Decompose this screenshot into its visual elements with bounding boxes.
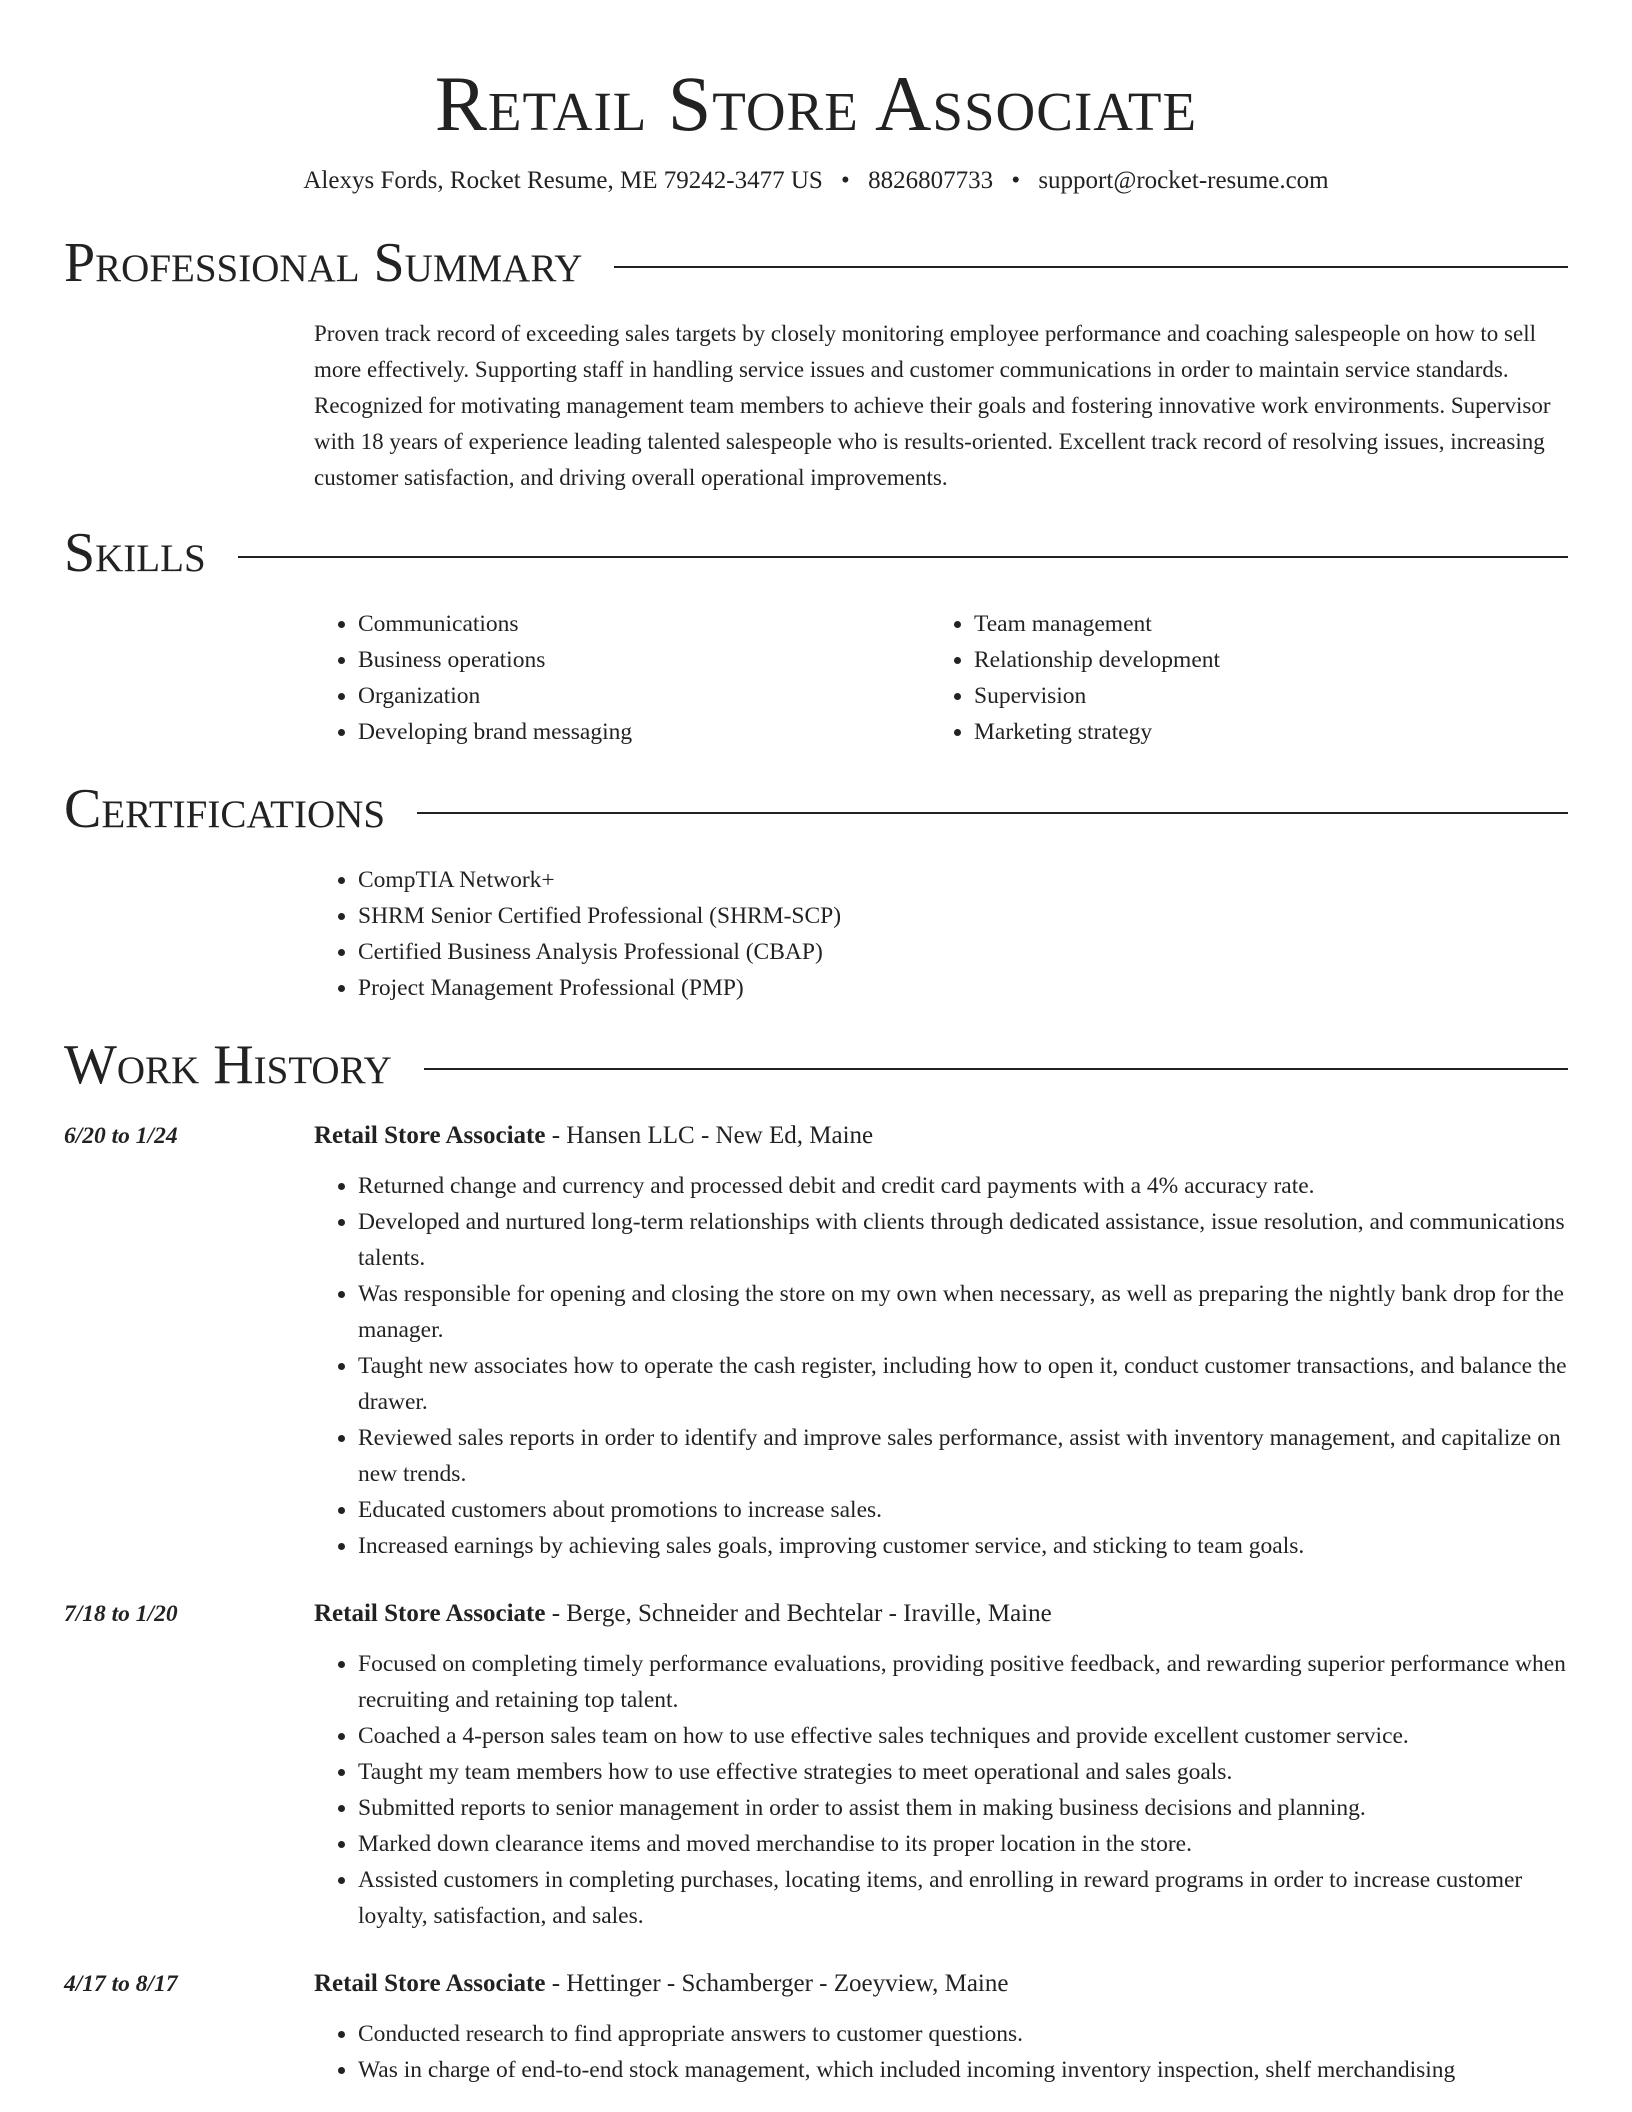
section-rule [614, 266, 1568, 268]
resume-title: Retail Store Associate [434, 60, 1198, 147]
work-history-section-header [64, 1030, 1568, 1100]
contact-phone: 8826807733 [868, 167, 994, 194]
summary-text: Proven track record of exceeding sales targets by closely monitoring employee performance and coaching salespeople on how to sell more effectively. Supporting staff in handling service issues and customer communications in order to maintain service standards. Recognized for motivating management team members to achieve their goals and fostering innovative work environments. Supervisor with 18 years of experience leading talented salespeople who is results-oriented. Excellent track record of resolving issues, increasing customer satisfaction, and driving overall operational improvements. [314, 321, 1551, 490]
job-duty-item: • Educated customers about promotions to increase sales. [358, 1492, 1568, 1528]
job-duty-item: • Marked down clearance items and moved merchandise to its proper location in the store. [358, 1826, 1568, 1862]
certification-item: • SHRM Senior Certified Professional (SHRM-SCP) [358, 898, 1568, 934]
contact-line [64, 164, 1568, 198]
job-duty-item: • Taught my team members how to use effective strategies to meet operational and sales goals. [358, 1754, 1568, 1790]
job-entry [64, 1596, 1568, 1934]
job-duty-item: • Was responsible for opening and closing the store on my own when necessary, as well as preparing the nightly bank drop for the manager. [358, 1276, 1568, 1348]
job-dates: 4/17 to 8/17 [64, 1971, 178, 1997]
certifications-list [314, 862, 1568, 1006]
summary-heading: Professional Summary [64, 232, 583, 294]
job-duty-item: • Reviewed sales reports in order to identify and improve sales performance, assist with inventory management, and capitalize on new trends. [358, 1420, 1568, 1492]
section-rule [424, 1068, 1568, 1070]
certification-item: • Project Management Professional (PMP) [358, 970, 1568, 1006]
certifications-section-header [64, 774, 1568, 844]
certifications-heading: Certifications [64, 778, 386, 840]
skill-item: • Marketing strategy [974, 714, 1546, 750]
job-title-line [314, 1118, 1568, 1154]
job-duty-item: • Submitted reports to senior management in order to assist them in making business decisions and planning. [358, 1790, 1568, 1826]
skills-column-right [930, 606, 1546, 750]
resume-page [64, 0, 1568, 2088]
job-duties-list [314, 1168, 1568, 1564]
skill-item: • Relationship development [974, 642, 1546, 678]
contact-address: Alexys Fords, Rocket Resume, ME 79242-3477 US [303, 167, 823, 194]
job-body [314, 1966, 1568, 2088]
job-duty-item: • Taught new associates how to operate the cash register, including how to open it, conduct customer transactions, and balance the drawer. [358, 1348, 1568, 1420]
job-entry [64, 1118, 1568, 1564]
separator-dot: • [1011, 167, 1021, 194]
certification-item: • Certified Business Analysis Professional (CBAP) [358, 934, 1568, 970]
job-entry [64, 1966, 1568, 2088]
job-title-line [314, 1966, 1568, 2002]
job-duties-list [314, 2016, 1568, 2088]
job-body [314, 1596, 1568, 1934]
job-body [314, 1118, 1568, 1564]
job-title: Retail Store Associate [314, 1122, 546, 1149]
certification-item: • CompTIA Network+ [358, 862, 1568, 898]
section-rule [238, 556, 1568, 558]
job-duty-item: • Conducted research to find appropriate answers to customer questions. [358, 2016, 1568, 2052]
job-duty-item: • Developed and nurtured long-term relationships with clients through dedicated assistance, issue resolution, and communications talents. [358, 1204, 1568, 1276]
job-duty-item: • Increased earnings by achieving sales goals, improving customer service, and sticking to team goals. [358, 1528, 1568, 1564]
skill-item: • Business operations [358, 642, 930, 678]
skill-item: • Developing brand messaging [358, 714, 930, 750]
contact-email: support@rocket-resume.com [1038, 167, 1329, 194]
summary-section-header [64, 228, 1568, 298]
job-title-line [314, 1596, 1568, 1632]
job-company: - Hettinger - Schamberger - Zoeyview, Maine [545, 1970, 1009, 1997]
skills-section-header [64, 518, 1568, 588]
work-history-heading: Work History [64, 1034, 392, 1096]
skills-column-left [314, 606, 930, 750]
job-duty-item: • Focused on completing timely performance evaluations, providing positive feedback, and rewarding superior performance when recruiting and retaining top talent. [358, 1646, 1568, 1718]
job-duties-list [314, 1646, 1568, 1934]
job-dates: 6/20 to 1/24 [64, 1123, 178, 1149]
separator-dot: • [841, 167, 850, 194]
skill-item: • Supervision [974, 678, 1546, 714]
job-title: Retail Store Associate [314, 1970, 546, 1997]
skill-item: • Communications [358, 606, 930, 642]
skill-item: • Team management [974, 606, 1546, 642]
job-duty-item: • Returned change and currency and processed debit and credit card payments with a 4% accuracy rate. [358, 1168, 1568, 1204]
skills-list [314, 606, 1568, 750]
skills-heading: Skills [64, 522, 206, 584]
skill-item: • Organization [358, 678, 930, 714]
job-company: - Hansen LLC - New Ed, Maine [545, 1122, 874, 1149]
job-duty-item: • Coached a 4-person sales team on how to use effective sales techniques and provide excellent customer service. [358, 1718, 1568, 1754]
job-duty-item: • Assisted customers in completing purchases, locating items, and enrolling in reward programs in order to increase customer loyalty, satisfaction, and sales. [358, 1862, 1568, 1934]
job-dates: 7/18 to 1/20 [64, 1601, 178, 1627]
job-company: - Berge, Schneider and Bechtelar - Iraville, Maine [545, 1600, 1052, 1627]
job-duty-item: • Was in charge of end-to-end stock management, which included incoming inventory inspection, shelf merchandising [358, 2052, 1568, 2088]
job-title: Retail Store Associate [314, 1600, 546, 1627]
section-rule [417, 812, 1568, 814]
